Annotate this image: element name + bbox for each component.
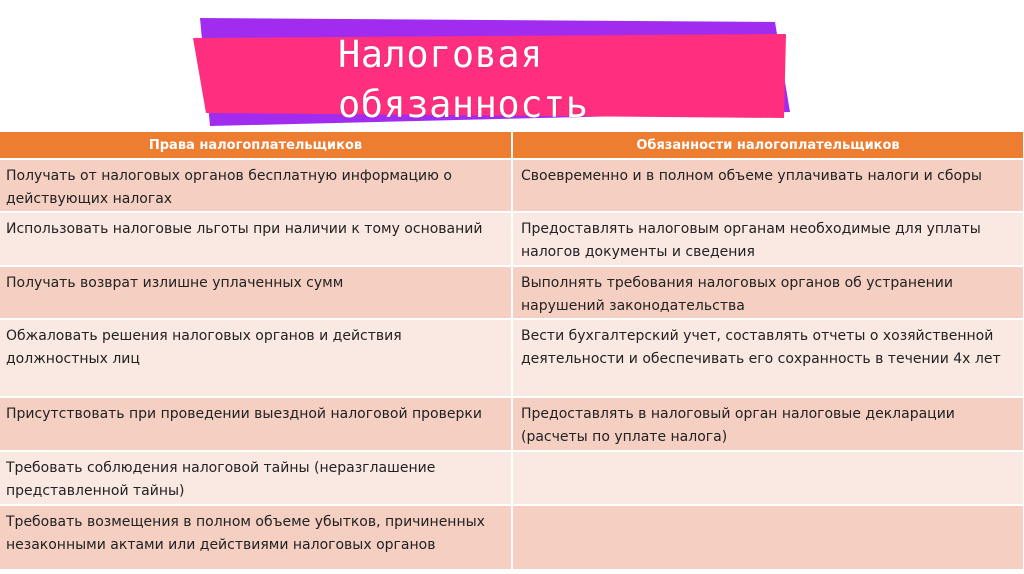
duty-cell: Своевременно и в полном объеме уплачивать налоги и сборы (512, 159, 1024, 212)
table-row (0, 319, 1024, 397)
rights-duties-table (0, 132, 1024, 569)
duty-cell: Предоставлять в налоговый орган налоговые декларации (расчеты по уплате налога) (512, 397, 1024, 451)
duty-cell: Вести бухгалтерский учет, составлять отчеты о хозяйственной деятельности и обеспечивать его сохранность в течении 4х лет (512, 319, 1024, 397)
right-cell: Получать возврат излишне уплаченных сумм (0, 266, 512, 319)
right-cell: Использовать налоговые льготы при наличии к тому оснований (0, 212, 512, 266)
table-row (0, 159, 1024, 212)
table-row (0, 451, 1024, 505)
header-rights: Права налогоплательщиков (0, 132, 512, 159)
table-row (0, 266, 1024, 319)
page-title: Налоговая обязанность (338, 33, 589, 126)
title-banner (0, 0, 1024, 132)
duty-cell: Предоставлять налоговым органам необходимые для уплаты налогов документы и сведения (512, 212, 1024, 266)
right-cell: Обжаловать решения налоговых органов и действия должностных лиц (0, 319, 512, 397)
header-duties: Обязанности налогоплательщиков (512, 132, 1024, 159)
table-row (0, 212, 1024, 266)
right-cell: Присутствовать при проведении выездной налоговой проверки (0, 397, 512, 451)
right-cell: Требовать соблюдения налоговой тайны (неразглашение представленной тайны) (0, 451, 512, 505)
table-row (0, 505, 1024, 569)
table-row (0, 397, 1024, 451)
right-cell: Требовать возмещения в полном объеме убытков, причиненных незаконными актами или действиями налоговых органов (0, 505, 512, 569)
table-header-row (0, 132, 1024, 159)
duty-cell: Выполнять требования налоговых органов об устранении нарушений законодательства (512, 266, 1024, 319)
right-cell: Получать от налоговых органов бесплатную информацию о действующих налогах (0, 159, 512, 212)
duty-cell (512, 451, 1024, 505)
duty-cell (512, 505, 1024, 569)
